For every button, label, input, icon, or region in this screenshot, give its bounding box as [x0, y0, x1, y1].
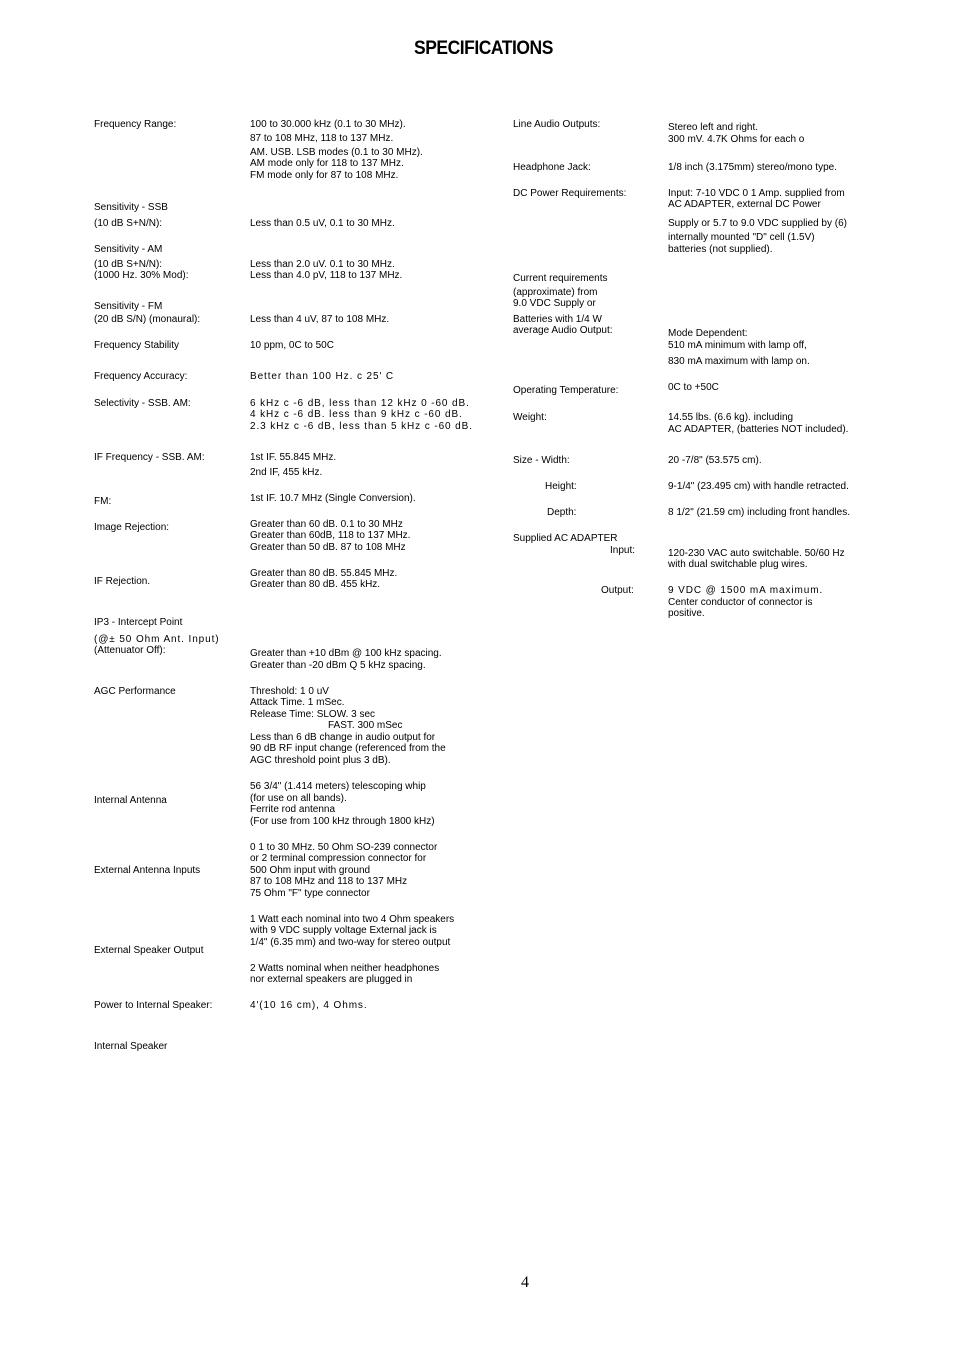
spec-label-if-rejection: IF Rejection.	[94, 576, 151, 587]
spec-value: 830 mA maximum with lamp on.	[668, 356, 810, 367]
spec-value: 2nd IF, 455 kHz.	[250, 467, 323, 478]
spec-value: Greater than +10 dBm @ 100 kHz spacing.	[250, 648, 442, 659]
spec-value: Greater than 50 dB. 87 to 108 MHz	[250, 542, 406, 553]
spec-label: (approximate) from	[513, 287, 598, 298]
spec-value: 1/8 inch (3.175mm) stereo/mono type.	[668, 162, 837, 173]
page-title: SPECIFICATIONS	[414, 38, 553, 59]
spec-label-fm: FM:	[94, 496, 112, 507]
spec-value: 9-1/4" (23.495 cm) with handle retracted.	[668, 481, 849, 492]
spec-label-current-requirements: Current requirements	[513, 273, 608, 284]
spec-value: Better than 100 Hz. c 25' C	[250, 371, 395, 382]
spec-label: (Attenuator Off):	[94, 645, 166, 656]
spec-value: AGC threshold point plus 3 dB).	[250, 755, 391, 766]
spec-value: Release Time: SLOW. 3 sec	[250, 709, 376, 720]
spec-label-output: Output:	[601, 585, 634, 596]
spec-value: AM mode only for 118 to 137 MHz.	[250, 158, 404, 169]
spec-value: 120-230 VAC auto switchable. 50/60 Hz	[668, 548, 845, 559]
spec-value: 100 to 30.000 kHz (0.1 to 30 MHz).	[250, 119, 406, 130]
spec-label-image-rejection: Image Rejection:	[94, 522, 170, 533]
spec-value: 75 Ohm "F" type connector	[250, 888, 370, 899]
spec-label-ip3: IP3 - Intercept Point	[94, 617, 183, 628]
spec-label-line-audio-outputs: Line Audio Outputs:	[513, 119, 601, 130]
spec-value: Mode Dependent:	[668, 328, 748, 339]
spec-value: 1 Watt each nominal into two 4 Ohm speakers	[250, 914, 455, 925]
spec-value: FAST. 300 mSec	[328, 720, 403, 731]
spec-label: (10 dB S+N/N):	[94, 218, 163, 229]
spec-label-ac-adapter: Supplied AC ADAPTER	[513, 533, 618, 544]
spec-label: (20 dB S/N) (monaural):	[94, 314, 201, 325]
spec-value: 1st IF. 10.7 MHz (Single Conversion).	[250, 493, 416, 504]
spec-value: positive.	[668, 608, 705, 619]
spec-value: 87 to 108 MHz, 118 to 137 MHz.	[250, 133, 394, 144]
spec-value: 9 VDC @ 1500 mA maximum.	[668, 585, 824, 596]
spec-value: (for use on all bands).	[250, 793, 347, 804]
spec-value: 1st IF. 55.845 MHz.	[250, 452, 337, 463]
spec-label-sensitivity-ssb: Sensitivity - SSB	[94, 202, 168, 213]
spec-value: 20 -7/8" (53.575 cm).	[668, 455, 762, 466]
page-number: 4	[521, 1274, 529, 1291]
spec-value: Ferrite rod antenna	[250, 804, 336, 815]
spec-label: (10 dB S+N/N):	[94, 259, 163, 270]
spec-label-sensitivity-am: Sensitivity - AM	[94, 244, 163, 255]
spec-value: nor external speakers are plugged in	[250, 974, 413, 985]
spec-value: Less than 2.0 uV. 0.1 to 30 MHz.	[250, 259, 395, 270]
spec-value: Threshold: 1 0 uV	[250, 686, 329, 697]
spec-label-internal-antenna: Internal Antenna	[94, 795, 167, 806]
spec-value: Greater than -20 dBm Q 5 kHz spacing.	[250, 660, 426, 671]
spec-value: 6 kHz c -6 dB, less than 12 kHz 0 -60 dB.	[250, 398, 470, 409]
spec-value: with dual switchable plug wires.	[668, 559, 808, 570]
spec-value: 300 mV. 4.7K Ohms for each o	[668, 134, 805, 145]
spec-value: (For use from 100 kHz through 1800 kHz)	[250, 816, 435, 827]
spec-value: 87 to 108 MHz and 118 to 137 MHz	[250, 876, 408, 887]
spec-label-selectivity: Selectivity - SSB. AM:	[94, 398, 191, 409]
spec-value: Attack Time. 1 mSec.	[250, 697, 345, 708]
spec-value: AC ADAPTER, (batteries NOT included).	[668, 424, 849, 435]
spec-label-external-speaker: External Speaker Output	[94, 945, 204, 956]
spec-value: 56 3/4" (1.414 meters) telescoping whip	[250, 781, 426, 792]
spec-value: batteries (not supplied).	[668, 244, 773, 255]
spec-label-frequency-stability: Frequency Stability	[94, 340, 180, 351]
spec-label: average Audio Output:	[513, 325, 613, 336]
spec-value: 10 ppm, 0C to 50C	[250, 340, 334, 351]
spec-value: Supply or 5.7 to 9.0 VDC supplied by (6)	[668, 218, 847, 229]
spec-label-depth: Depth:	[547, 507, 577, 518]
spec-value: 0 1 to 30 MHz. 50 Ohm SO-239 connector	[250, 842, 438, 853]
spec-value: internally mounted "D" cell (1.5V)	[668, 232, 815, 243]
spec-label-input: Input:	[610, 545, 636, 556]
spec-value: with 9 VDC supply voltage External jack is	[250, 925, 437, 936]
spec-label-weight: Weight:	[513, 412, 547, 423]
spec-value: or 2 terminal compression connector for	[250, 853, 427, 864]
spec-label-frequency-range: Frequency Range:	[94, 119, 177, 130]
spec-label: 9.0 VDC Supply or	[513, 298, 596, 309]
spec-value: 510 mA minimum with lamp off,	[668, 340, 807, 351]
spec-value: Less than 4 uV, 87 to 108 MHz.	[250, 314, 390, 325]
spec-value: 0C to +50C	[668, 382, 719, 393]
spec-value: Input: 7-10 VDC 0 1 Amp. supplied from	[668, 188, 845, 199]
spec-value: Center conductor of connector is	[668, 597, 813, 608]
spec-value: 4 kHz c -6 dB. less than 9 kHz c -60 dB.	[250, 409, 463, 420]
spec-label-power-internal-speaker: Power to Internal Speaker:	[94, 1000, 213, 1011]
spec-value: 8 1/2" (21.59 cm) including front handles.	[668, 507, 850, 518]
spec-label-size-width: Size - Width:	[513, 455, 570, 466]
spec-label: (1000 Hz. 30% Mod):	[94, 270, 189, 281]
spec-label-agc: AGC Performance	[94, 686, 176, 697]
spec-value: 2 Watts nominal when neither headphones	[250, 963, 440, 974]
spec-label-if-frequency: IF Frequency - SSB. AM:	[94, 452, 205, 463]
spec-value: FM mode only for 87 to 108 MHz.	[250, 170, 399, 181]
spec-value: Less than 6 dB change in audio output for	[250, 732, 436, 743]
spec-value: AM. USB. LSB modes (0.1 to 30 MHz).	[250, 147, 423, 158]
spec-value: Stereo left and right.	[668, 122, 759, 133]
spec-label-frequency-accuracy: Frequency Accuracy:	[94, 371, 188, 382]
spec-value: Greater than 60 dB. 0.1 to 30 MHz	[250, 519, 403, 530]
spec-label: Batteries with 1/4 W	[513, 314, 602, 325]
spec-value: 14.55 lbs. (6.6 kg). including	[668, 412, 794, 423]
spec-label-operating-temperature: Operating Temperature:	[513, 385, 619, 396]
spec-value: Greater than 60dB, 118 to 137 MHz.	[250, 530, 411, 541]
spec-label-internal-speaker: Internal Speaker	[94, 1041, 168, 1052]
spec-label-headphone-jack: Headphone Jack:	[513, 162, 591, 173]
spec-label-external-antenna: External Antenna Inputs	[94, 865, 201, 876]
spec-value: Greater than 80 dB. 455 kHz.	[250, 579, 381, 590]
spec-value: Less than 0.5 uV, 0.1 to 30 MHz.	[250, 218, 395, 229]
spec-label-dc-power: DC Power Requirements:	[513, 188, 627, 199]
spec-value: Greater than 80 dB. 55.845 MHz.	[250, 568, 398, 579]
spec-label-height: Height:	[545, 481, 577, 492]
spec-value: 500 Ohm input with ground	[250, 865, 371, 876]
spec-value: 4'(10 16 cm), 4 Ohms.	[250, 1000, 368, 1011]
spec-value: 1/4" (6.35 mm) and two-way for stereo output	[250, 937, 451, 948]
spec-value: 90 dB RF input change (referenced from the	[250, 743, 446, 754]
spec-label: (@± 50 Ohm Ant. Input)	[94, 634, 220, 645]
spec-value: AC ADAPTER, external DC Power	[668, 199, 821, 210]
spec-value: 2.3 kHz c -6 dB, less than 5 kHz c -60 dB.	[250, 421, 473, 432]
spec-value: Less than 4.0 pV, 118 to 137 MHz.	[250, 270, 403, 281]
spec-label-sensitivity-fm: Sensitivity - FM	[94, 301, 163, 312]
